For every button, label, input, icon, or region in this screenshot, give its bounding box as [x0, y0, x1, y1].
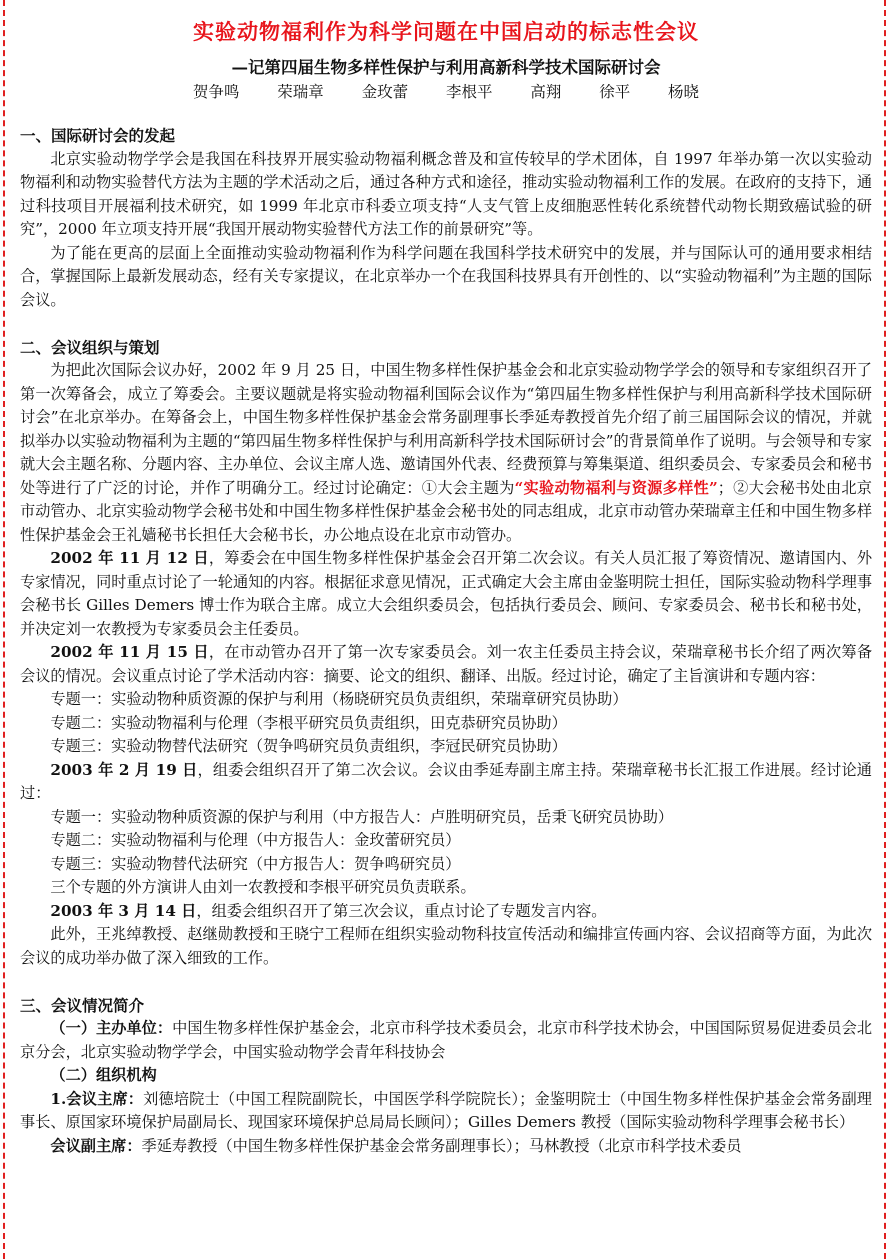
paragraph-text: ，组委会组织召开了第三次会议，重点讨论了专题发言内容。 [196, 901, 607, 920]
paragraph [20, 900, 872, 924]
vice-chair-label: 会议副主席： [50, 1136, 142, 1155]
org-label: （二）组织机构 [50, 1066, 157, 1084]
paragraph [20, 1017, 872, 1064]
paragraph [20, 1088, 872, 1135]
topic-line: 专题三：实验动物替代法研究（中方报告人：贺争鸣研究员） [50, 854, 461, 873]
document-page [20, 10, 872, 1158]
date: 2003 年 3 月 14 日 [50, 901, 197, 920]
paragraph-text: ；②大会秘书处由北京市动管办、北京实验动物学会秘书处和中国生物多样性保护基金会秘书处的同志组成，北京市动管办荣瑞章主任和中国生物多样性保护基金会王礼嫱秘书长担任大会秘书长，办公地点设在北京市动管办。 [20, 478, 872, 544]
section-heading-2: 二、会议组织与策划 [20, 337, 160, 357]
document-subtitle: —记第四届生物多样性保护与利用高新科学技术国际研讨会 [231, 58, 661, 77]
conference-theme: “实验动物福利与资源多样性” [514, 478, 718, 497]
topic-line: 专题一：实验动物种质资源的保护与利用（中方报告人：卢胜明研究员，岳秉飞研究员协助） [50, 807, 674, 826]
paragraph [20, 359, 872, 547]
host-label: （一）主办单位： [50, 1019, 173, 1037]
chair-label: 1.会议主席： [50, 1089, 144, 1108]
vice-chair-text: 季延寿教授（中国生物多样性保护基金会常务副理事长）；马林教授（北京市科学技术委员 [141, 1136, 742, 1155]
paragraph [20, 759, 872, 806]
paragraph-text: ，组委会组织召开了第二次会议。会议由季延寿副主席主持。荣瑞章秘书长汇报工作进展。经讨论通过： [20, 760, 872, 802]
paragraph [20, 1135, 872, 1159]
paragraph [20, 547, 872, 641]
topic-line: 专题二：实验动物福利与伦理（李根平研究员负责组织，田克恭研究员协助） [50, 713, 567, 732]
topic-line: 专题一：实验动物种质资源的保护与利用（杨晓研究员负责组织，荣瑞章研究员协助） [50, 690, 628, 708]
paragraph [20, 1064, 872, 1088]
date: 2002 年 11 月 15 日 [50, 643, 209, 661]
date: 2003 年 2 月 19 日 [50, 760, 198, 779]
paragraph-text: ，在市动管办召开了第一次专家委员会。刘一农主任委员主持会议，荣瑞章秘书长介绍了两次筹备会议的情况。会议重点讨论了学术活动内容：摘要、论文的组织、翻译、出版。经过讨论，确定了主旨演讲和专题内容： [20, 643, 873, 685]
chair-text: 刘德培院士（中国工程院副院长，中国医学科学院院长）；金鉴明院士（中国生物多样性保护基金会常务副理事长、原国家环境保护局副局长、现国家环境保护总局局长顾问）；Gilles Demers 教授（国际实验动物科学理事会秘书长） [20, 1089, 872, 1131]
paragraph-text: 为把此次国际会议办好，2002 年 9 月 25 日，中国生物多样性保护基金会和北京实验动物学学会的领导和专家组织召开了第一次筹备会，成立了筹委会。主要议题就是将实验动物福利国际会议作为“第四届生物多样性保护与利用高新科学技术国际研讨会”在北京举办。在筹备会上，中国生物多样性保护基金会常务副理事长季延寿教授首先介绍了前三届国际会议的情况，并就拟举办以实验动物福利为主题的“第四届生物多样性保护与利用高新科学技术国际研讨会”的背景简单作了说明。与会领导和专家就大会主题名称、分题内容、主办单位、会议主席人选、邀请国外代表、经费预算与筹集渠道、组织委员会、专家委员会和秘书处等进行了广泛的讨论，并作了明确分工。经过讨论确定：①大会主题为 [20, 361, 872, 497]
topic-line: 专题二：实验动物福利与伦理（中方报告人：金玫蕾研究员） [50, 831, 461, 849]
paragraph: 北京实验动物学学会是我国在科技界开展实验动物福利概念普及和宣传较早的学术团体，自 1997 年举办第一次以实验动物福利和动物实验替代方法为主题的学术活动之后，通过各种方式和途径，推动实验动物福利工作的发展。在政府的支持下，通过科技项目开展福利技术研究，如 1999 年北京市科委立项支持“人支气管上皮细胞恶性转化系统替代动物长期致癌试验的研究”，2000 年立项支持开展“我国开展动物实验替代方法工作的前景研究”等。 [20, 149, 872, 238]
paragraph [20, 641, 872, 688]
paragraph: 此外，王兆绰教授、赵继勋教授和王晓宁工程师在组织实验动物科技宣传活动和编排宣传画内容、会议招商等方面，为此次会议的成功举办做了深入细致的工作。 [20, 925, 872, 967]
paragraph: 为了能在更高的层面上全面推动实验动物福利作为科学问题在我国科学技术研究中的发展，并与国际认可的通用要求相结合，掌握国际上最新发展动态，经有关专家提议，在北京举办一个在我国科技界具有开创性的、以“实验动物福利”为主题的国际会议。 [20, 243, 872, 309]
paragraph-text: ，筹委会在中国生物多样性保护基金会召开第二次会议。有关人员汇报了筹资情况、邀请国内、外专家情况，同时重点讨论了一轮通知的内容。根据征求意见情况，正式确定大会主席由金鉴明院士担任，国际实验动物科学理事会秘书长 Gilles Demers 博士作为联合主席。成立大会组织委员会，包括执行委员会、顾问、专家委员会、秘书长和秘书处，并决定刘一农教授为专家委员会主任委员。 [20, 549, 873, 638]
topic-line: 三个专题的外方演讲人由刘一农教授和李根平研究员负责联系。 [50, 878, 476, 896]
document-title: 实验动物福利作为科学问题在中国启动的标志性会议 [193, 19, 699, 44]
topic-line: 专题三：实验动物替代法研究（贺争鸣研究员负责组织，李冠民研究员协助） [50, 737, 567, 755]
section-heading-3: 三、会议情况简介 [20, 995, 145, 1015]
section-heading-1: 一、国际研讨会的发起 [20, 126, 176, 145]
author-list: 贺争鸣 荣瑞章 金玫蕾 李根平 高翔 徐平 杨晓 [192, 83, 700, 101]
date: 2002 年 11 月 12 日 [50, 549, 209, 567]
host-text: 中国生物多样性保护基金会，北京市科学技术委员会，北京市科学技术协会，中国国际贸易促进委员会北京分会，北京实验动物学学会，中国实验动物学会青年科技协会 [20, 1019, 873, 1061]
